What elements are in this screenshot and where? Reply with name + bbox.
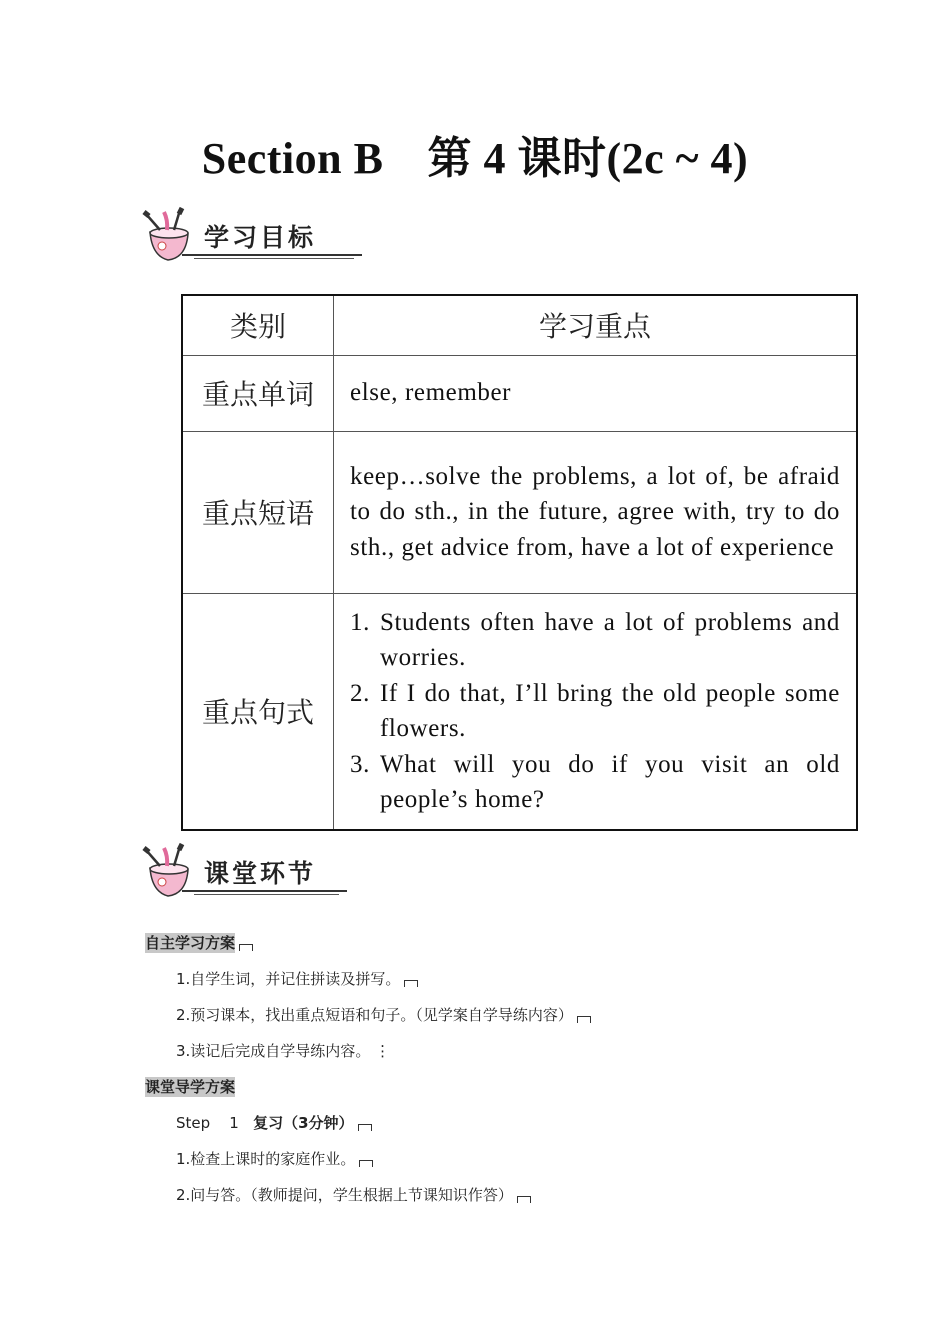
table-header-category: 类别 [182, 295, 334, 355]
table-cell-words: else, remember [334, 355, 858, 431]
list-item: 2.问与答。（教师提问，学生根据上节课知识作答） [176, 1184, 531, 1205]
list-item: 1.自学生词，并记住拼读及拼写。 [176, 968, 418, 989]
bracket-mark [239, 944, 253, 951]
table-cell-category: 重点句式 [182, 593, 334, 830]
section-label: 学习目标 [204, 223, 317, 252]
page-title: Section B 第 4 课时(2c ~ 4) [201, 134, 749, 183]
list-item: 3.读记后完成自学导练内容。 ⋮ [176, 1042, 391, 1060]
list-item: 2.预习课本，找出重点短语和句子。（见学案自学导练内容） [176, 1004, 591, 1025]
table-cell-sentences [334, 593, 858, 830]
goals-table [181, 294, 858, 831]
self-study-heading: 自主学习方案 [145, 932, 253, 953]
guided-study-heading: 课堂导学方案 [145, 1078, 236, 1096]
table-cell-phrases: keep…solve the problems, a lot of, be afraid to do sth., in the future, agree with, try to do sth., get advice from, have a lot of experience [334, 431, 858, 593]
section-header-class [142, 842, 347, 902]
step-line: Step 1 复习（3分钟） [176, 1112, 372, 1133]
sentence-item: 1. Students often have a lot of problems and worries. [350, 608, 840, 672]
table-cell-category: 重点单词 [182, 355, 334, 431]
pen-cup-icon [142, 206, 202, 266]
section-header-goals [142, 206, 362, 266]
sentence-item: 2. If I do that, I’ll bring the old people some flowers. [350, 679, 840, 743]
table-cell-category: 重点短语 [182, 431, 334, 593]
table-header-focus: 学习重点 [334, 295, 858, 355]
pen-cup-icon [142, 842, 202, 902]
table-row [182, 431, 857, 593]
list-item: 1.检查上课时的家庭作业。 [176, 1148, 373, 1169]
table-row [182, 593, 857, 830]
sentence-item: 3. What will you do if you visit an old people’s home? [350, 750, 840, 814]
table-row [182, 355, 857, 431]
table-header-row [182, 295, 857, 355]
section-label: 课堂环节 [204, 859, 317, 888]
